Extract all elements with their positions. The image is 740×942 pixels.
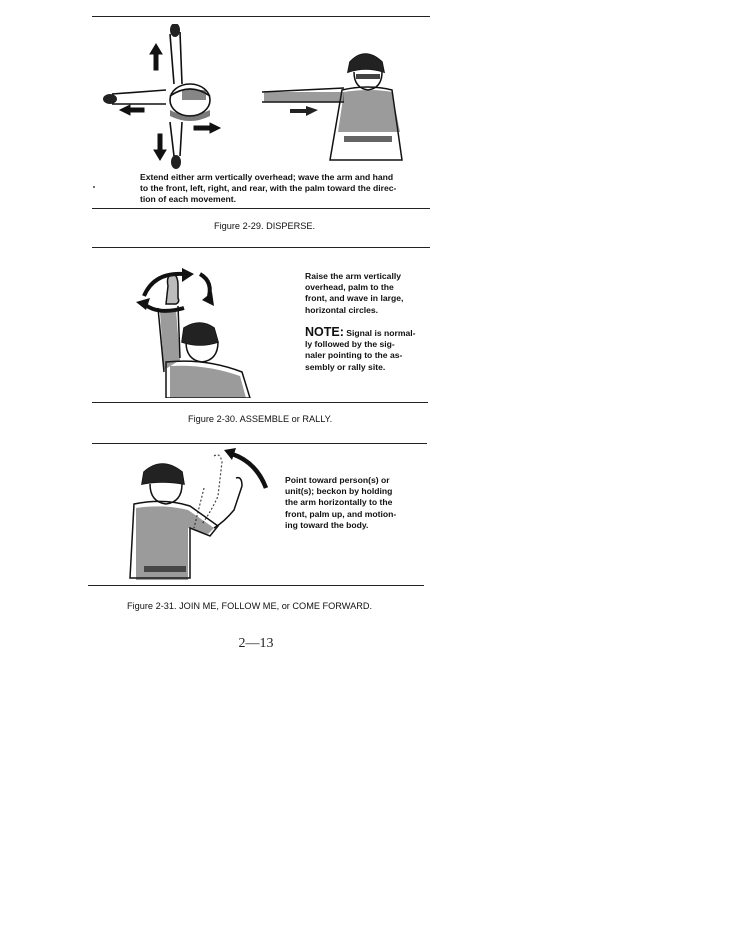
figure-bottom-rule <box>88 585 424 586</box>
assemble-note <box>305 327 417 373</box>
figure-caption: Figure 2-29. DISPERSE. <box>214 221 316 231</box>
scan-speck <box>93 186 95 188</box>
disperse-description-line: Extend either arm vertically overhead; wave the arm and hand <box>140 172 394 182</box>
assemble-description <box>305 271 417 316</box>
disperse-description <box>140 172 440 206</box>
join-me-description-line: unit(s); beckon by holding <box>285 486 393 497</box>
assemble-note-line: naler pointing to the as- <box>305 350 403 361</box>
figure-bottom-rule <box>92 402 428 403</box>
figure-bottom-rule <box>92 208 430 209</box>
disperse-description-line: tion of each movement. <box>140 194 236 205</box>
join-me-description <box>285 475 403 531</box>
disperse-description-line: to the front, left, right, and rear, with the palm toward the direc- <box>140 183 397 194</box>
assemble-note-line: Signal is normal- <box>346 328 416 338</box>
figure-top-rule <box>92 247 430 248</box>
figure-caption: Figure 2-30. ASSEMBLE or RALLY. <box>188 414 333 424</box>
join-me-description-line: front, palm up, and motion- <box>285 508 397 519</box>
join-me-description-line: Point toward person(s) or <box>285 475 390 485</box>
assemble-description-line: horizontal circles. <box>305 304 379 315</box>
join-me-soldier-illustration <box>124 448 274 582</box>
note-label: NOTE: <box>305 325 344 339</box>
figure-top-rule <box>92 443 427 444</box>
assemble-soldier-illustration <box>122 262 272 398</box>
assemble-note-line: ly followed by the sig- <box>305 339 395 350</box>
disperse-soldier-illustration <box>258 44 418 162</box>
assemble-note-first-line <box>305 327 417 339</box>
assemble-description-line: front, and wave in large, <box>305 293 404 304</box>
join-me-description-line: the arm horizontally to the <box>285 497 393 508</box>
page-number: 2—13 <box>238 636 274 651</box>
join-me-description-line: ing toward the body. <box>285 519 369 530</box>
disperse-overhead-illustration <box>100 24 240 170</box>
assemble-description-line: Raise the arm vertically <box>305 271 402 281</box>
figure-top-rule <box>92 16 430 17</box>
assemble-description-line: overhead, palm to the <box>305 282 394 293</box>
figure-caption: Figure 2-31. JOIN ME, FOLLOW ME, or COME FORWARD. <box>127 601 373 611</box>
assemble-note-line: sembly or rally site. <box>305 361 386 372</box>
